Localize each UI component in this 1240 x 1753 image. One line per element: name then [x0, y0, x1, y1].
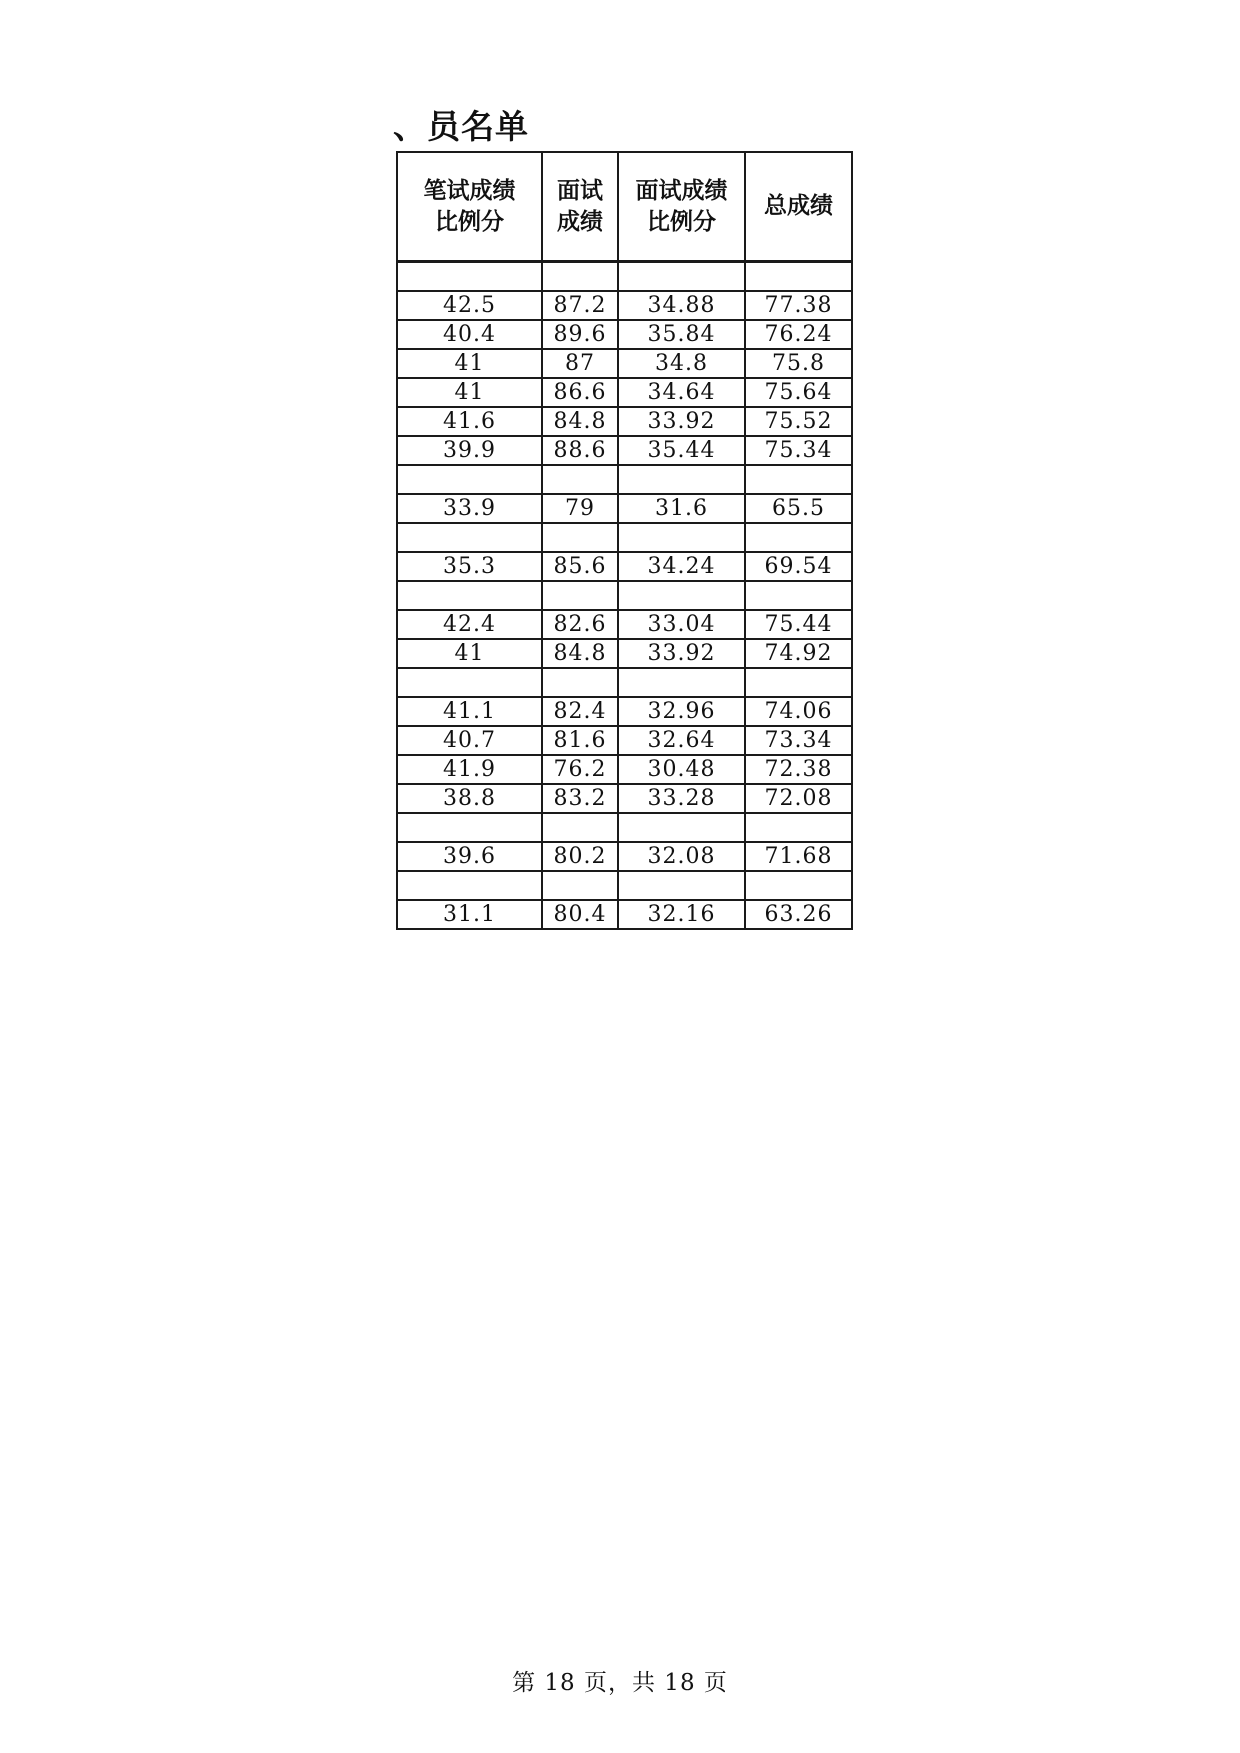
- cell-interview-score: 76.2: [542, 755, 618, 784]
- table-row: [397, 871, 852, 900]
- table-row: [397, 407, 852, 436]
- cell-total-score: 69.54: [745, 552, 852, 581]
- cell-total-score: 75.44: [745, 610, 852, 639]
- cell-written-weighted: 33.9: [397, 494, 542, 523]
- cell-written-weighted: 42.5: [397, 291, 542, 320]
- cell-interview-weighted: [618, 465, 745, 494]
- cell-interview-weighted: 30.48: [618, 755, 745, 784]
- cell-interview-score: [542, 813, 618, 842]
- cell-interview-score: 84.8: [542, 639, 618, 668]
- cell-written-weighted: 31.1: [397, 900, 542, 929]
- cell-interview-score: 80.2: [542, 842, 618, 871]
- table-row: [397, 668, 852, 697]
- cell-interview-score: 85.6: [542, 552, 618, 581]
- cell-interview-score: 89.6: [542, 320, 618, 349]
- cell-total-score: [745, 581, 852, 610]
- table-row: [397, 494, 852, 523]
- table-row: [397, 436, 852, 465]
- cell-total-score: 63.26: [745, 900, 852, 929]
- cell-interview-weighted: [618, 668, 745, 697]
- cell-total-score: 73.34: [745, 726, 852, 755]
- cell-interview-score: [542, 262, 618, 292]
- cell-interview-weighted: 35.44: [618, 436, 745, 465]
- cell-total-score: 75.52: [745, 407, 852, 436]
- cell-total-score: 72.38: [745, 755, 852, 784]
- header-interview-score: 面试 成绩: [542, 152, 618, 262]
- table-row: [397, 639, 852, 668]
- cell-interview-weighted: 33.04: [618, 610, 745, 639]
- score-table: [396, 151, 853, 930]
- cell-interview-score: 84.8: [542, 407, 618, 436]
- table-row: [397, 697, 852, 726]
- cell-written-weighted: 41: [397, 378, 542, 407]
- cell-written-weighted: 41.6: [397, 407, 542, 436]
- cell-interview-score: 82.6: [542, 610, 618, 639]
- table-row: [397, 755, 852, 784]
- cell-written-weighted: [397, 523, 542, 552]
- cell-written-weighted: [397, 581, 542, 610]
- cell-interview-score: [542, 668, 618, 697]
- cell-written-weighted: [397, 465, 542, 494]
- cell-written-weighted: 39.9: [397, 436, 542, 465]
- cell-interview-weighted: [618, 262, 745, 292]
- cell-interview-score: [542, 465, 618, 494]
- cell-total-score: 77.38: [745, 291, 852, 320]
- table-row: [397, 842, 852, 871]
- cell-interview-weighted: 31.6: [618, 494, 745, 523]
- cell-total-score: 71.68: [745, 842, 852, 871]
- table-row: [397, 581, 852, 610]
- cell-total-score: [745, 465, 852, 494]
- cell-interview-score: 83.2: [542, 784, 618, 813]
- table-row: [397, 726, 852, 755]
- cell-total-score: 72.08: [745, 784, 852, 813]
- cell-interview-score: 82.4: [542, 697, 618, 726]
- cell-written-weighted: 41.9: [397, 755, 542, 784]
- header-row: [397, 152, 852, 262]
- table-row: [397, 610, 852, 639]
- cell-total-score: [745, 813, 852, 842]
- cell-interview-weighted: 34.8: [618, 349, 745, 378]
- cell-interview-weighted: 35.84: [618, 320, 745, 349]
- cell-interview-weighted: 32.08: [618, 842, 745, 871]
- cell-written-weighted: [397, 813, 542, 842]
- cell-total-score: 75.64: [745, 378, 852, 407]
- cell-interview-score: 79: [542, 494, 618, 523]
- table-row: [397, 523, 852, 552]
- cell-total-score: 74.92: [745, 639, 852, 668]
- page-footer: 第 18 页，共 18 页: [512, 1670, 728, 1696]
- cell-written-weighted: 40.4: [397, 320, 542, 349]
- cell-interview-weighted: [618, 871, 745, 900]
- cell-written-weighted: 41.1: [397, 697, 542, 726]
- cell-written-weighted: [397, 262, 542, 292]
- cell-interview-score: [542, 523, 618, 552]
- cell-interview-weighted: 34.24: [618, 552, 745, 581]
- cell-interview-score: 80.4: [542, 900, 618, 929]
- cell-interview-score: 87.2: [542, 291, 618, 320]
- table-row: [397, 291, 852, 320]
- cell-written-weighted: 35.3: [397, 552, 542, 581]
- cell-interview-weighted: 32.16: [618, 900, 745, 929]
- cell-interview-score: [542, 871, 618, 900]
- header-interview-weighted: 面试成绩 比例分: [618, 152, 745, 262]
- table-row: [397, 378, 852, 407]
- cell-interview-weighted: 34.88: [618, 291, 745, 320]
- cell-written-weighted: [397, 668, 542, 697]
- cell-written-weighted: 41: [397, 349, 542, 378]
- table-row: [397, 784, 852, 813]
- cell-interview-weighted: 33.92: [618, 407, 745, 436]
- cell-interview-weighted: [618, 523, 745, 552]
- cell-interview-weighted: 33.92: [618, 639, 745, 668]
- table-row: [397, 813, 852, 842]
- cell-interview-score: 86.6: [542, 378, 618, 407]
- cell-written-weighted: 38.8: [397, 784, 542, 813]
- cell-total-score: 74.06: [745, 697, 852, 726]
- cell-total-score: [745, 668, 852, 697]
- cell-total-score: 75.8: [745, 349, 852, 378]
- cell-total-score: 75.34: [745, 436, 852, 465]
- cell-written-weighted: 39.6: [397, 842, 542, 871]
- cell-interview-weighted: [618, 813, 745, 842]
- table-row: [397, 320, 852, 349]
- cell-written-weighted: 42.4: [397, 610, 542, 639]
- table-row: [397, 900, 852, 929]
- cell-interview-weighted: 32.96: [618, 697, 745, 726]
- cell-total-score: [745, 262, 852, 292]
- table-row: [397, 465, 852, 494]
- cell-total-score: [745, 523, 852, 552]
- cell-interview-score: [542, 581, 618, 610]
- cell-interview-weighted: [618, 581, 745, 610]
- cell-interview-score: 87: [542, 349, 618, 378]
- table-row: [397, 552, 852, 581]
- table-row: [397, 262, 852, 292]
- cell-written-weighted: 40.7: [397, 726, 542, 755]
- cell-interview-weighted: 32.64: [618, 726, 745, 755]
- cell-total-score: [745, 871, 852, 900]
- table-row: [397, 349, 852, 378]
- header-total-score: 总成绩: [745, 152, 852, 262]
- cell-written-weighted: 41: [397, 639, 542, 668]
- page-title: 、员名单: [393, 107, 529, 146]
- cell-interview-weighted: 34.64: [618, 378, 745, 407]
- cell-interview-weighted: 33.28: [618, 784, 745, 813]
- cell-interview-score: 88.6: [542, 436, 618, 465]
- cell-total-score: 65.5: [745, 494, 852, 523]
- cell-interview-score: 81.6: [542, 726, 618, 755]
- cell-written-weighted: [397, 871, 542, 900]
- header-written-weighted: 笔试成绩 比例分: [397, 152, 542, 262]
- cell-total-score: 76.24: [745, 320, 852, 349]
